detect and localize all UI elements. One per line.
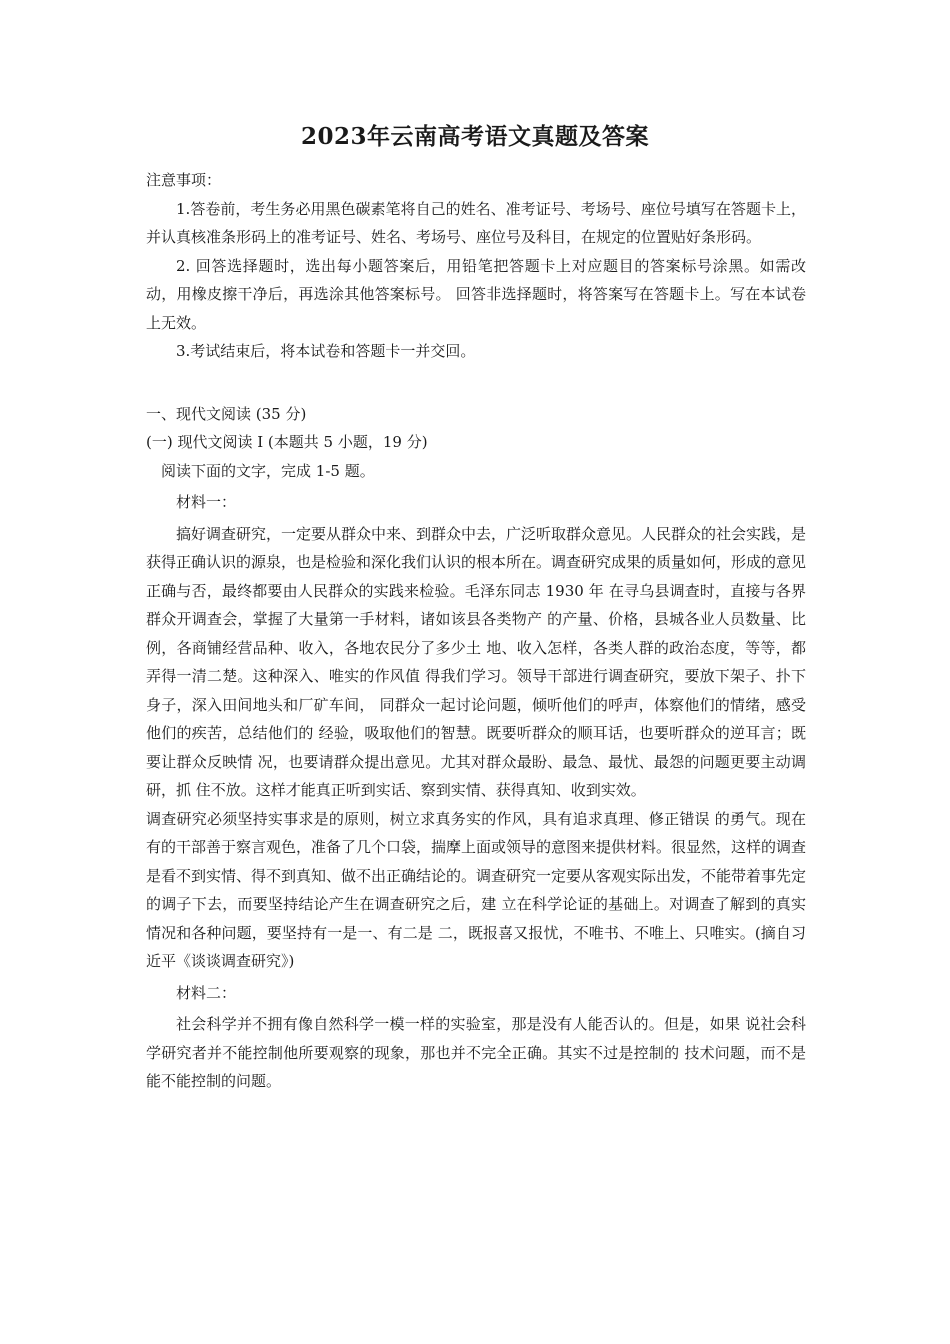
material-1-paragraph-1: 搞好调查研究，一定要从群众中来、到群众中去，广泛听取群众意见。人民群众的社会实践，是获得正确认识的源泉，也是检验和深化我们认识的根本所在。调查研究成果的质量如何，形成的意见正确与否，最终都要由人民群众的实践来检验。毛泽东同志 1930 年 在寻乌县调查时，直接与各界群众开调查会，掌握了大量第一手材料，诸如该县各类物产 的产量、价格，县城各业人员数量、比例，各商铺经营品种、收入，各地农民分了多少土 地、收入怎样，各类人群的政治态度，等等，都弄得一清二楚。这种深入、唯实的作风值 得我们学习。领导干部进行调查研究，要放下架子、扑下身子，深入田间地头和厂矿车间， 同群众一起讨论问题，倾听他们的呼声，体察他们的情绪，感受他们的疾苦，总结他们的 经验，吸取他们的智慧。既要听群众的顺耳话，也要听群众的逆耳言；既要让群众反映情 况，也要请群众提出意见。尤其对群众最盼、最急、最忧、最怨的问题更要主动调研，抓 住不放。这样才能真正听到实话、察到实情、获得真知、收到实效。 bbox=[146, 524, 807, 799]
document-title: 2023年云南高考语文真题及答案 bbox=[300, 123, 649, 150]
section-subheading: (一) 现代文阅读 I (本题共 5 小题，19 分) bbox=[146, 433, 428, 451]
material-1-paragraph-2: 调查研究必须坚持实事求是的原则，树立求真务实的作风，具有追求真理、修正错误 的勇气。现在有的干部善于察言观色，准备了几个口袋，揣摩上面或领导的意图来提供材料。很显然，这样的调查是看不到实情、得不到真知、做不出正确结论的。调查研究一定要从客观实际出发，不能带着事先定的调子下去，而要坚持结论产生在调查研究之后，建 立在科学论证的基础上。对调查了解到的真实情况和各种问题，要坚持有一是一、有二是 二，既报喜又报忧，不唯书、不唯上、只唯实。(摘自习近平《谈谈调查研究》) bbox=[146, 809, 807, 970]
material-2-paragraph-1: 社会科学并不拥有像自然科学一模一样的实验室，那是没有人能否认的。但是，如果 说社会科学研究者并不能控制他所要观察的现象，那也并不完全正确。其实不过是控制的 技术问题，而不是能不能控制的问题。 bbox=[146, 1015, 806, 1090]
notice-item-3: 3.考试结束后，将本试卷和答题卡一并交回。 bbox=[176, 342, 476, 360]
document-body bbox=[146, 166, 806, 1096]
section-spacer bbox=[146, 366, 806, 400]
notice-item-1: 1.答卷前，考生务必用黑色碳素笔将自己的姓名、准考证号、考场号、座位号填写在答题卡上，并认真核准条形码上的准考证号、姓名、考场号、座位号及科目，在规定的位置贴好条形码。 bbox=[146, 199, 806, 246]
section-heading: 一、现代文阅读 (35 分) bbox=[146, 404, 307, 423]
notice-item-2: 2. 回答选择题时，选出每小题答案后，用铅笔把答题卡上对应题目的答案标号涂黑。如需改动，用橡皮擦干净后，再选涂其他答案标号。 回答非选择题时，将答案写在答题卡上。写在本试卷上无效。 bbox=[146, 256, 806, 332]
notice-heading: 注意事项： bbox=[146, 171, 222, 189]
material-2-label: 材料二： bbox=[176, 983, 237, 1002]
material-1-label: 材料一： bbox=[176, 493, 237, 511]
section-instruction: 阅读下面的文字，完成 1-5 题。 bbox=[161, 461, 375, 480]
